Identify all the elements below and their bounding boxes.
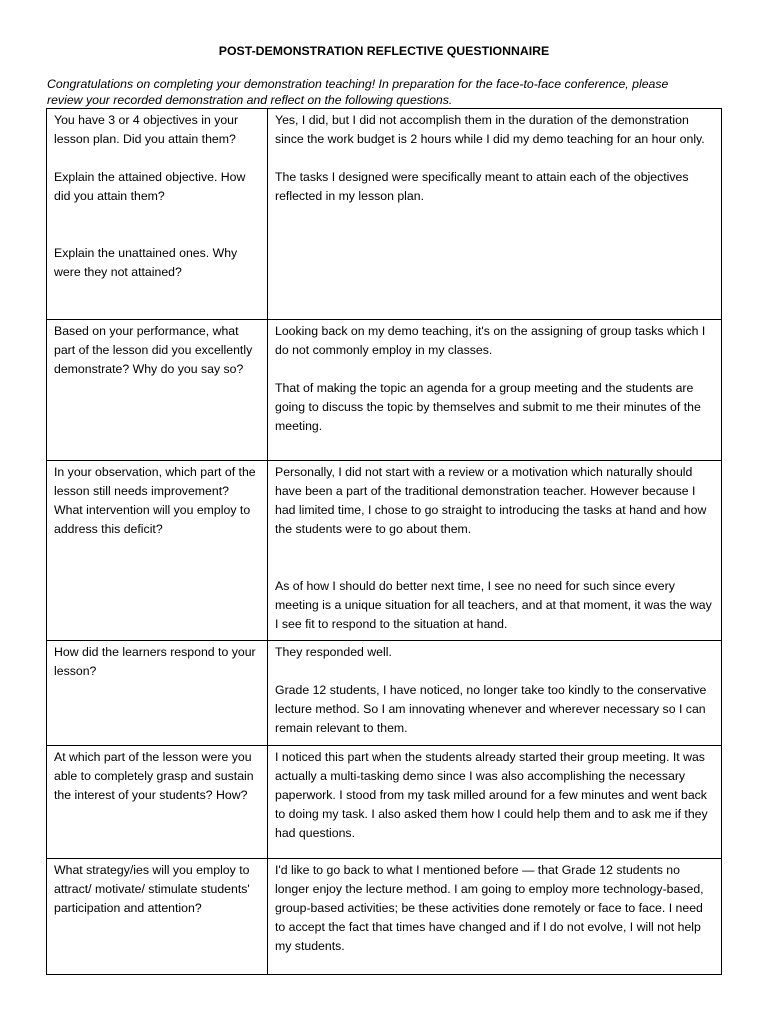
answer-cell: [268, 641, 722, 746]
question-cell: [47, 320, 268, 461]
answer-cell: [268, 109, 722, 320]
answer-cell: [268, 746, 722, 859]
question-text: You have 3 or 4 objectives in your lesson plan. Did you attain them?: [54, 113, 239, 146]
answer-cell: [268, 320, 722, 461]
answer-text: I'd like to go back to what I mentioned before — that Grade 12 students no longer enjoy the lecture method. I am going to employ more technology-based, group-based activities; be these activities done remotely or face to face. I need to accept the fact that times have changed and if I do not evolve, I will not help my students.: [275, 863, 704, 953]
answer-text: As of how I should do better next time, I see no need for such since every meeting is a unique situation for all teachers, and at that moment, it was the way I see fit to respond to the situation at hand.: [275, 579, 712, 631]
answer-text: The tasks I designed were specifically meant to attain each of the objectives reflected in my lesson plan.: [275, 170, 689, 203]
answer-cell: [268, 859, 722, 975]
question-text: Explain the unattained ones. Why were they not attained?: [54, 246, 238, 279]
question-text: At which part of the lesson were you able to completely grasp and sustain the interest of your students? How?: [54, 750, 254, 802]
answer-text: That of making the topic an agenda for a group meeting and the students are going to discuss the topic by themselves and submit to me their minutes of the meeting.: [275, 381, 701, 433]
question-text: What strategy/ies will you employ to attract/ motivate/ stimulate students' participation and attention?: [54, 863, 250, 915]
table-row: [47, 641, 722, 746]
question-cell: [47, 746, 268, 859]
question-text: Explain the attained objective. How did you attain them?: [54, 170, 246, 203]
question-cell: [47, 859, 268, 975]
answer-text: Personally, I did not start with a review or a motivation which naturally should have been a part of the traditional demonstration teacher. However because I had limited time, I chose to go straight to introducing the tasks at hand and how the students were to go about them.: [275, 465, 707, 536]
questionnaire-table: [46, 108, 722, 975]
answer-text: Grade 12 students, I have noticed, no longer take too kindly to the conservative lecture method. So I am innovating whenever and wherever necessary so I can remain relevant to them.: [275, 683, 707, 735]
question-text: Based on your performance, what part of the lesson did you excellently demonstrate? Why do you say so?: [54, 324, 253, 376]
table-row: [47, 746, 722, 859]
question-text: In your observation, which part of the lesson still needs improvement? What intervention will you employ to address this deficit?: [54, 465, 256, 536]
answer-text: Looking back on my demo teaching, it's on the assigning of group tasks which I do not commonly employ in my classes.: [275, 324, 706, 357]
table-row: [47, 461, 722, 641]
question-cell: [47, 461, 268, 641]
document-title: POST-DEMONSTRATION REFLECTIVE QUESTIONNAIRE: [218, 44, 550, 58]
answer-text: I noticed this part when the students already started their group meeting. It was actually a multi-tasking demo since I was also accomplishing the necessary paperwork. I stood from my task milled around for a few minutes and went back to doing my task. I also asked them how I could help them and to ask me if they had questions.: [275, 750, 708, 840]
question-text: How did the learners respond to your lesson?: [54, 645, 256, 678]
question-cell: [47, 641, 268, 746]
intro-line: review your recorded demonstration and reflect on the following questions.: [47, 93, 453, 107]
table-row: [47, 859, 722, 975]
answer-cell: [268, 461, 722, 641]
intro-line: Congratulations on completing your demonstration teaching! In preparation for the face-to-face conference, please: [47, 77, 669, 91]
question-cell: [47, 109, 268, 320]
table-row: [47, 320, 722, 461]
answer-text: Yes, I did, but I did not accomplish them in the duration of the demonstration since the work budget is 2 hours while I did my demo teaching for an hour only.: [275, 113, 705, 146]
answer-text: They responded well.: [275, 645, 392, 659]
table-row: [47, 109, 722, 320]
intro-text: [47, 76, 727, 108]
